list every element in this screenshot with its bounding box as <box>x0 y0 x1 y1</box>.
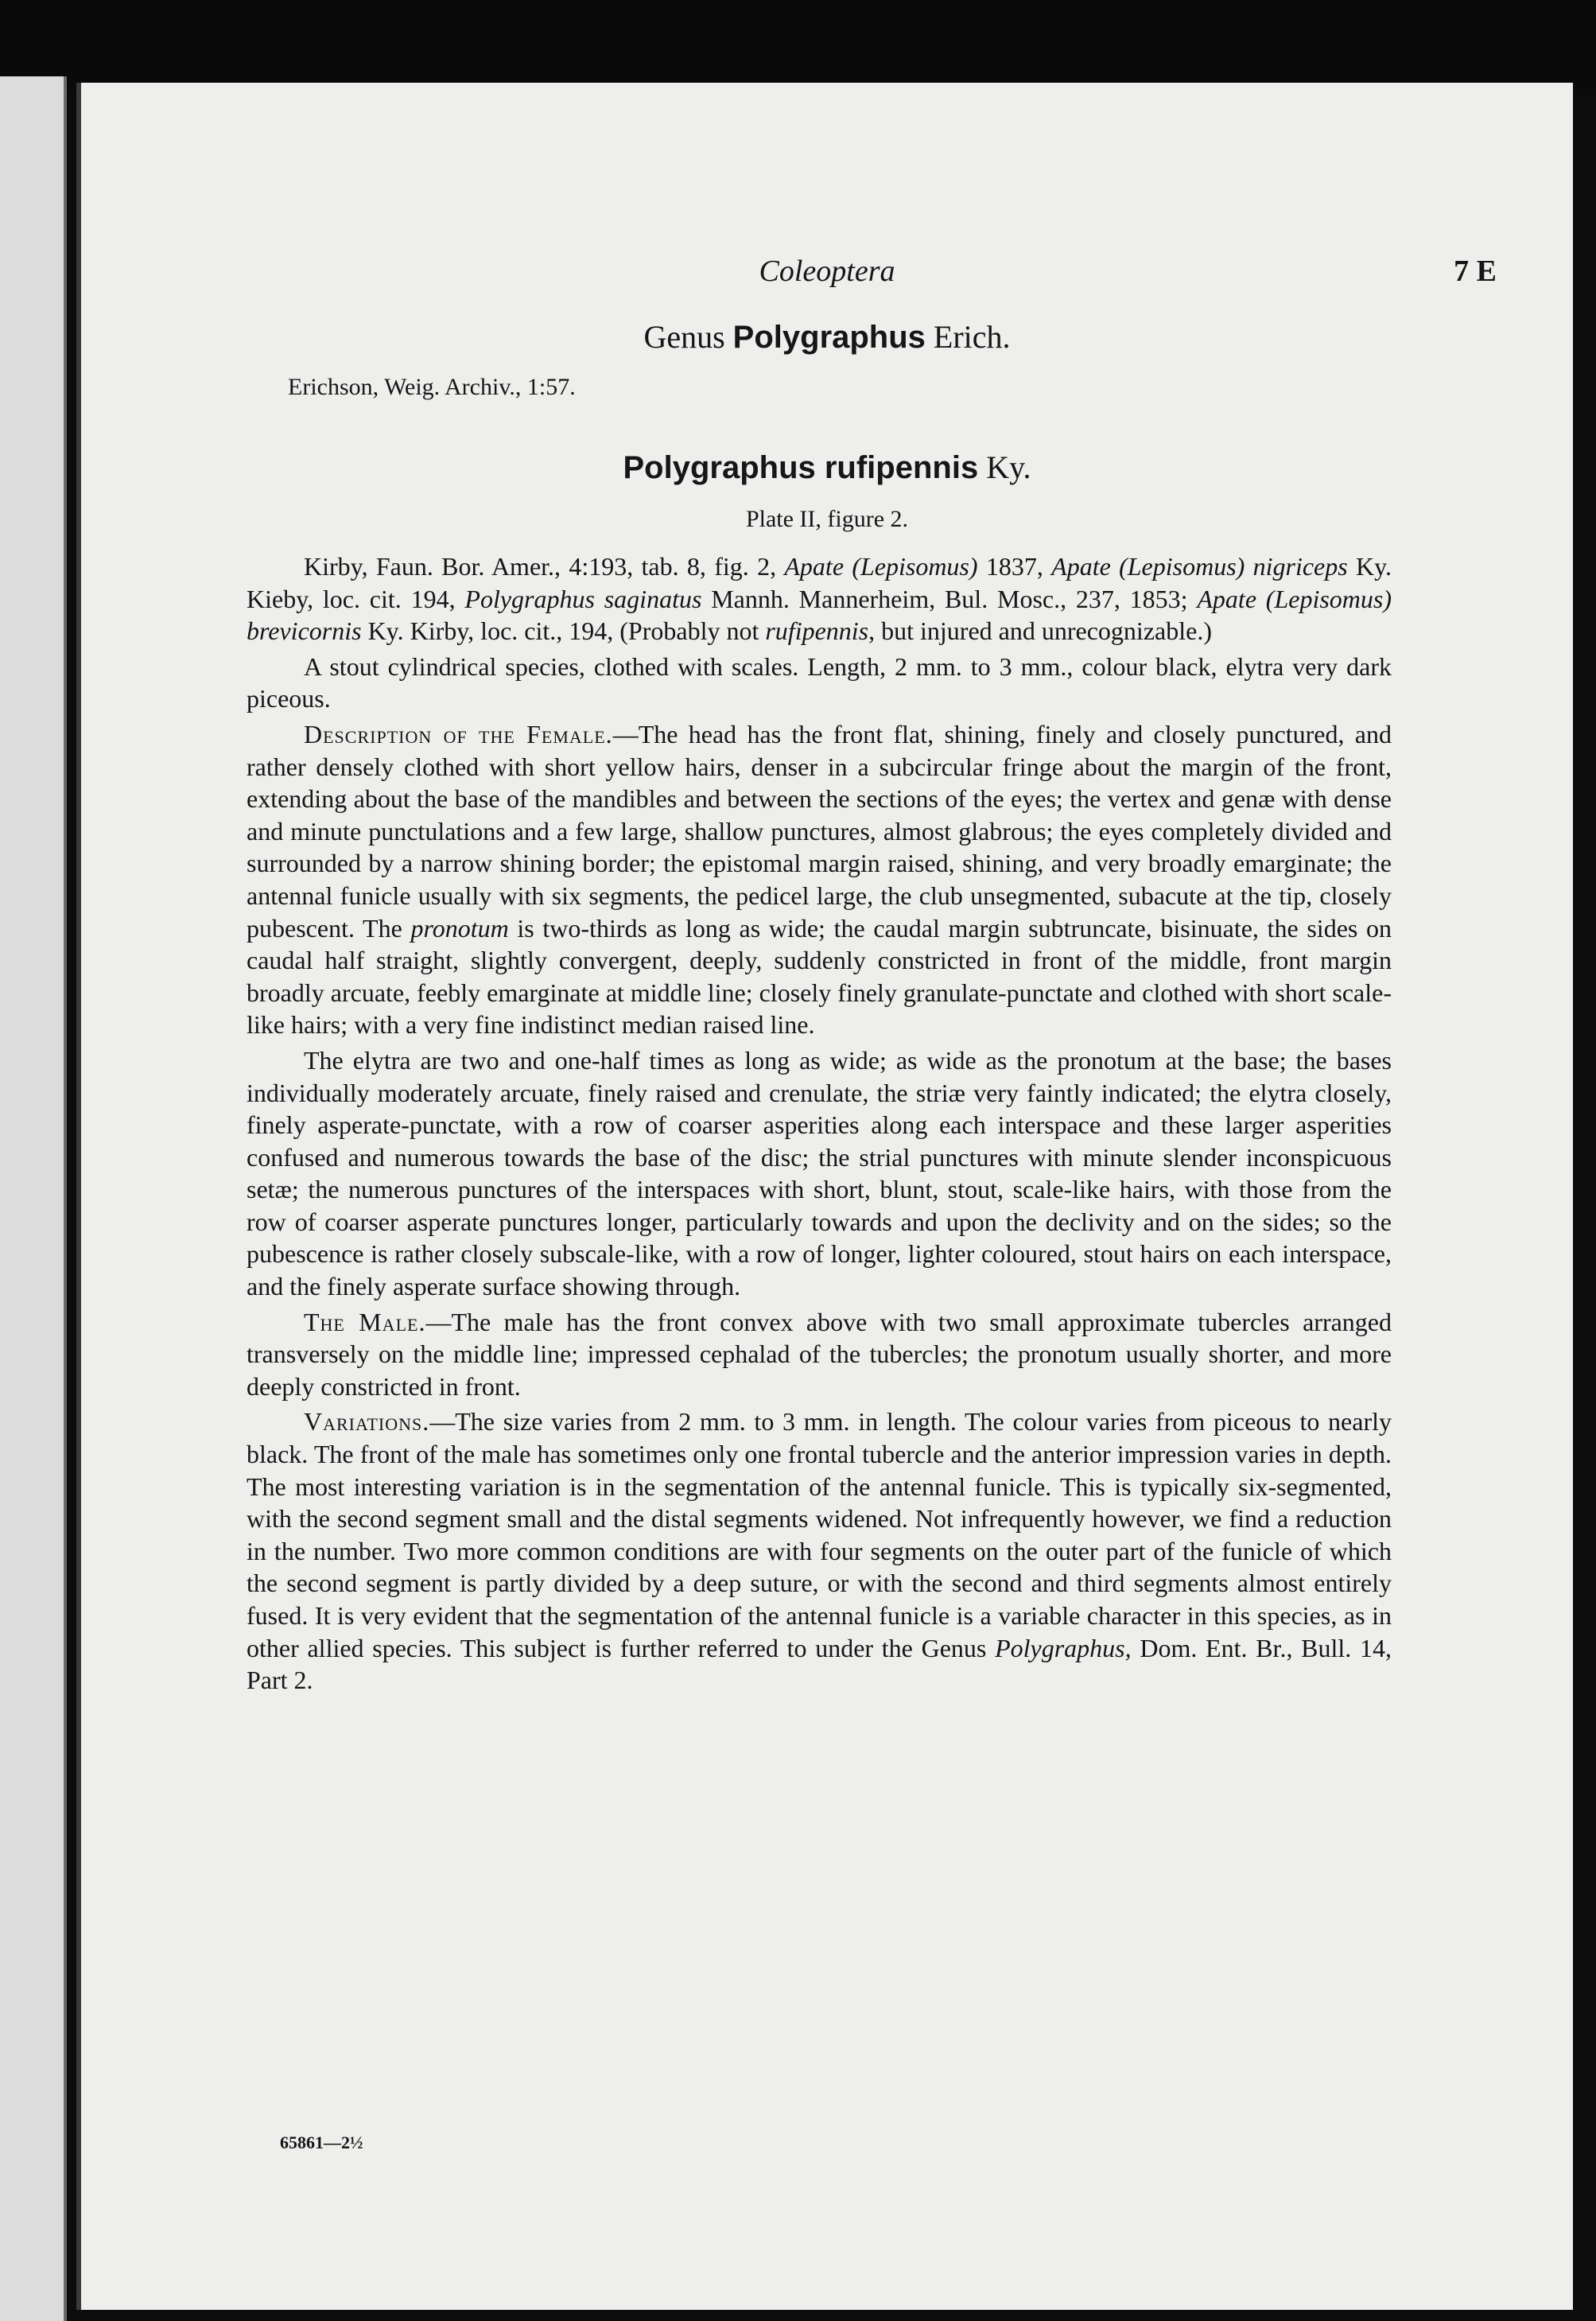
adjacent-page-edge <box>0 76 67 2321</box>
elytra-paragraph: The elytra are two and one-half times as long as wide; as wide as the pronotum at the base; the bases individually moderately arcuate, finely raised and crenulate, the striæ very faintly indicated; the elytra closely, finely asperate-punctate, with a row of coarser asperities along each interspace and these larger asperities confused and numerous towards the base of the disc; the strial punctures with minute slender inconspicuous setæ; the numerous punctures of the interspaces with short, blunt, stout, scale-like hairs, with those from the row of coarser asperate punctures longer, particularly towards and upon the declivity and on the sides; so the pubescence is rather closely subscale-like, with a row of longer, lighter coloured, stout hairs on each interspace, and the finely asperate surface showing through. <box>247 1045 1392 1301</box>
synonym-italic: Apate (Lepisomus) <box>784 552 978 581</box>
synonym-italic: Apate (Lepisomus) brevicornis <box>247 584 1392 646</box>
synonym-italic: rufipennis <box>765 616 869 646</box>
intro-paragraph: A stout cylindrical species, clothed with scales. Length, 2 mm. to 3 mm., colour black, elytra very dark piceous. <box>247 651 1392 713</box>
synonymy-paragraph: Kirby, Faun. Bor. Amer., 4:193, tab. 8, fig. 2, Apate (Lepisomus) 1837, Apate (Lepisomus) nigriceps Ky. Kieby, loc. cit. 194, Polygraphus saginatus Mannh. Mannerheim, Bul. Mosc., 237, 1853; Apate (Lepisomus) brevicornis Ky. Kirby, loc. cit., 194, (Probably not rufipennis, but injured and unrecognizable.) <box>247 552 1392 646</box>
genus-author: Erich. <box>933 319 1011 355</box>
genus-name: Polygraphus <box>732 320 926 355</box>
genus-italic: Polygraphus, <box>995 1633 1132 1662</box>
body-text <box>247 550 1392 1700</box>
running-head <box>81 254 1573 301</box>
variations-heading: Variations. <box>304 1407 430 1437</box>
plate-reference: Plate II, figure 2. <box>745 506 909 532</box>
variations-paragraph: Variations.—The size varies from 2 mm. to 3 mm. in length. The colour varies from piceous to nearly black. The front of the male has sometimes only one frontal tubercle and the anterior impression varies in depth. The most interesting variation is in the segmentation of the antennal funicle. This is typically six-segmented, with the second segment small and the distal segments widened. Not infrequently however, we find a reduction in the number. Two more common conditions are with four segments on the outer part of the funicle of which the second segment is partly divided by a deep suture, or with the second and third segments almost entirely fused. It is very evident that the segmentation of the antennal funicle is a variable character in this species, as in other allied species. This subject is further referred to under the Genus Polygraphus, Dom. Ent. Br., Bull. 14, Part 2. <box>247 1407 1392 1695</box>
synonym-italic: Apate (Lepisomus) nigriceps <box>1051 552 1348 581</box>
male-description: The Male.—The male has the front convex above with two small approximate tubercles arranged transversely on the middle line; impressed cephalad of the tubercles; the pronotum usually shorter, and more deeply constricted in front. <box>247 1307 1392 1401</box>
synonym-italic: Polygraphus saginatus <box>464 584 702 613</box>
species-author: Ky. <box>986 449 1031 485</box>
female-heading: Description of the Female. <box>304 719 613 748</box>
female-description: Description of the Female.—The head has the front flat, shining, finely and closely punctured, and rather densely clothed with short yellow hairs, denser in a subcircular fringe about the margin of the front, extending about the base of the mandibles and between the sections of the eyes; the vertex and genæ with dense and minute punctulations and a few large, shallow punctures, almost glabrous; the eyes completely divided and surrounded by a narrow shining border; the epistomal margin raised, shining, and very broadly emarginate; the antennal funicle usually with six segments, the pedicel large, the club unsegmented, subacute at the tip, closely pubescent. The pronotum is two-thirds as long as wide; the caudal margin subtruncate, bisinuate, the sides on caudal half straight, slightly convergent, deeply, suddenly constricted in front of the middle, front margin broadly arcuate, feebly emarginate at middle line; closely finely granulate-punctate and clothed with short scale-like hairs; with a very fine indistinct median raised line. <box>247 719 1392 1040</box>
running-title: Coleoptera <box>759 255 895 288</box>
species-name: Polygraphus rufipennis <box>623 450 979 485</box>
page-number: 7 E <box>1454 255 1497 288</box>
genus-prefix: Genus <box>643 319 725 355</box>
document-page <box>76 83 1573 2310</box>
pronotum-italic: pronotum <box>410 913 509 943</box>
male-heading: The Male. <box>304 1307 426 1336</box>
species-heading <box>81 449 1573 486</box>
scan-background <box>0 0 1596 89</box>
genus-citation: Erichson, Weig. Archiv., 1:57. <box>288 374 576 400</box>
genus-heading <box>81 318 1573 356</box>
printer-code: 65861—2½ <box>280 2132 363 2152</box>
